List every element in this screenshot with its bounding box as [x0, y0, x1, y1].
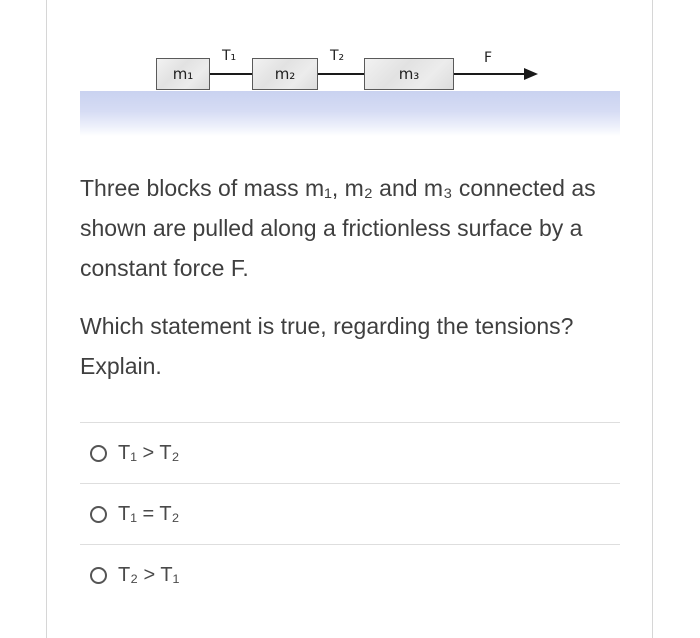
answer-options [80, 422, 620, 605]
block-m2: m₂ [252, 58, 318, 90]
right-border-line [652, 0, 653, 638]
question-text [80, 168, 635, 386]
question-paragraph-2: Which statement is true, regarding the tensions? Explain. [80, 313, 574, 379]
option-t1-greater-than-t2[interactable] [80, 422, 620, 483]
option-t1-equals-t2[interactable] [80, 483, 620, 544]
option-label: T₁ = T₂ [118, 502, 180, 525]
force-label: F [484, 50, 493, 66]
force-arrow-shaft [454, 73, 526, 75]
option-t2-greater-than-t1[interactable] [80, 544, 620, 605]
radio-button-icon[interactable] [90, 506, 107, 523]
frictionless-surface [80, 91, 620, 136]
option-label: T₁ > T₂ [118, 441, 180, 464]
radio-button-icon[interactable] [90, 567, 107, 584]
rope-t2 [318, 73, 364, 75]
force-arrow-icon [524, 68, 538, 80]
question-paragraph-1: Three blocks of mass m₁, m₂ and m₃ connected as shown are pulled along a frictionless surface by a constant force F. [80, 175, 596, 281]
rope-t1 [210, 73, 252, 75]
tension-label-t1: T₁ [222, 48, 237, 64]
left-border-line [46, 0, 47, 638]
block-m3: m₃ [364, 58, 454, 90]
block-m1: m₁ [156, 58, 210, 90]
radio-button-icon[interactable] [90, 445, 107, 462]
option-label: T₂ > T₁ [118, 563, 180, 586]
tension-label-t2: T₂ [330, 48, 345, 64]
blocks-diagram [80, 40, 620, 140]
